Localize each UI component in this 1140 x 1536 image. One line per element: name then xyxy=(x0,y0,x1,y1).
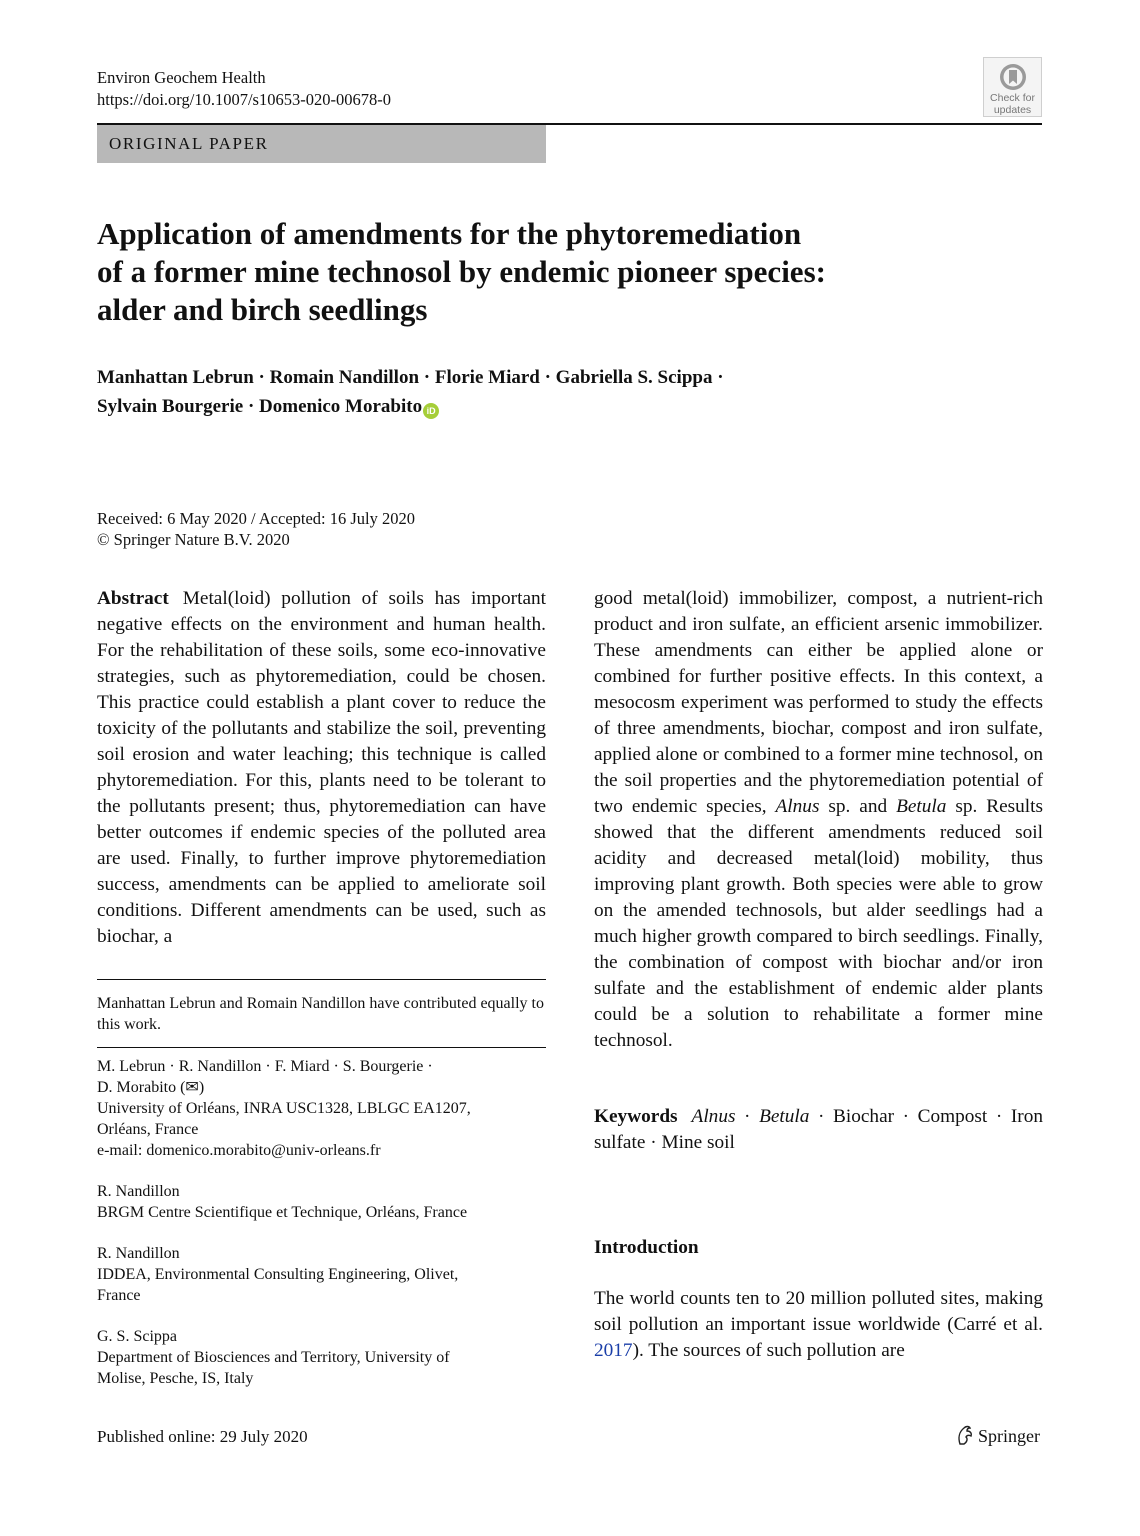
article-title xyxy=(97,215,997,329)
abstract-text: good metal(loid) immobilizer, compost, a nutrient-rich product and iron sulfate, an efficient arsenic immobilizer. These amendments can either be applied alone or combined for further positive effects. In this context, a mesocosm experiment was performed to study the effects of three amendments, biochar, compost and iron sulfate, applied alone or combined to a former mine technosol, on the soil properties and the phytoremediation potential of two endemic species, xyxy=(594,588,1043,817)
check-for-updates-badge[interactable] xyxy=(983,57,1042,117)
article-dates xyxy=(97,508,415,550)
abstract-right-column xyxy=(594,586,1043,1054)
affiliation-line: BRGM Centre Scientifique et Technique, Orléans, France xyxy=(97,1204,468,1221)
section-heading: Introduction xyxy=(594,1237,699,1258)
copyright: © Springer Nature B.V. 2020 xyxy=(97,530,290,549)
journal-name: Environ Geochem Health xyxy=(97,68,266,87)
paper-type-banner: ORIGINAL PAPER xyxy=(97,125,546,163)
affiliation-line: France xyxy=(97,1287,141,1304)
abstract-text: sp. and xyxy=(828,796,888,817)
affiliation-line: R. Nandillon xyxy=(97,1183,180,1200)
affiliation-block xyxy=(97,1243,546,1306)
author-line: Manhattan Lebrun · Romain Nandillon · Florie Miard · Gabriella S. Scippa · xyxy=(97,367,724,388)
email-link[interactable]: e-mail: domenico.morabito@univ-orleans.fr xyxy=(97,1142,381,1159)
keyword-list: · Biochar · Compost · Iron sulfate · Mine soil xyxy=(594,1106,1043,1153)
abstract-text: Metal(loid) pollution of soils has important negative effects on the environment and human health. For the rehabilitation of these soils, some eco-innovative strategies, such as phytoremediation, could be chosen. This practice could establish a plant cover to reduce the toxicity of the pollutants and stabilize the soil, preventing soil erosion and water leaching; this technique is called phytoremediation. For this, plants need to be tolerant to the pollutants present; thus, phytoremediation can have better outcomes if endemic species of the polluted area are used. Finally, to further improve phytoremediation success, amendments can be applied to ameliorate soil conditions. Different amendments can be used, such as biochar, a xyxy=(97,588,546,947)
author-line xyxy=(97,392,997,421)
check-label-2: updates xyxy=(993,103,1032,116)
citation-link[interactable]: 2017 xyxy=(594,1340,633,1361)
species-name: Betula xyxy=(896,796,947,817)
received-accepted: Received: 6 May 2020 / Accepted: 16 July 2020 xyxy=(97,509,416,528)
publisher-logo xyxy=(955,1424,1040,1448)
author-list xyxy=(97,363,997,421)
footnote-rule xyxy=(97,979,546,980)
affiliation-block xyxy=(97,1326,546,1389)
affiliation-line: R. Nandillon xyxy=(97,1245,180,1262)
title-line: alder and birch seedlings xyxy=(97,292,428,327)
publisher-name: Springer xyxy=(978,1426,1040,1446)
author-line-text: Sylvain Bourgerie · Domenico Morabito xyxy=(97,396,423,417)
keywords: Keywords Alnus · Betula · Biochar · Compost · Iron sulfate · Mine soil xyxy=(594,1106,1043,1153)
species-name: Alnus xyxy=(775,796,820,817)
affiliation-line: D. Morabito (✉) xyxy=(97,1079,205,1096)
affiliation-line: Department of Biosciences and Territory, University of xyxy=(97,1349,450,1366)
abstract-label: Abstract xyxy=(97,588,169,609)
introduction-text xyxy=(594,1286,1043,1364)
springer-horse-icon xyxy=(955,1424,975,1446)
affiliation-line: University of Orléans, INRA USC1328, LBLGC EA1207, xyxy=(97,1100,471,1117)
keyword: Betula xyxy=(759,1106,810,1127)
keyword: Alnus xyxy=(691,1106,736,1127)
title-line: Application of amendments for the phytoremediation xyxy=(97,216,802,251)
affiliation-line: IDDEA, Environmental Consulting Engineering, Olivet, xyxy=(97,1266,459,1283)
orcid-icon[interactable]: iD xyxy=(423,403,439,419)
affiliation-line: G. S. Scippa xyxy=(97,1328,177,1345)
affiliation-line: Orléans, France xyxy=(97,1121,199,1138)
equal-contribution-note: Manhattan Lebrun and Romain Nandillon have contributed equally to this work. xyxy=(97,995,544,1033)
affiliation-block xyxy=(97,1056,546,1161)
affiliation-block xyxy=(97,1181,546,1223)
bookmark-circle-icon xyxy=(998,62,1028,92)
affiliation-line: M. Lebrun · R. Nandillon · F. Miard · S. Bourgerie · xyxy=(97,1058,433,1075)
title-line: of a former mine technosol by endemic pioneer species: xyxy=(97,254,826,289)
body-text: ). The sources of such pollution are xyxy=(632,1340,905,1361)
abstract-left-column xyxy=(97,586,546,950)
check-label-1: Check for xyxy=(990,92,1035,104)
doi-link[interactable]: https://doi.org/10.1007/s10653-020-00678-0 xyxy=(97,90,391,109)
affiliation-rule xyxy=(97,1047,546,1048)
published-date: Published online: 29 July 2020 xyxy=(97,1427,308,1446)
keywords-label: Keywords xyxy=(594,1106,678,1127)
journal-info xyxy=(97,67,391,111)
abstract-text: sp. Results showed that the different amendments reduced soil acidity and decreased metal(loid) mobility, thus improving plant growth. Both species were able to grow on the amended technosols, but alder seedlings had a much higher growth compared to birch seedlings. Finally, the combination of compost with biochar and/or iron sulfate and the establishment of endemic alder plants could be a solution to rehabilitate a former mine technosol. xyxy=(594,796,1044,1051)
affiliation-line: Molise, Pesche, IS, Italy xyxy=(97,1370,254,1387)
body-text: The world counts ten to 20 million polluted sites, making soil pollution an important issue worldwide (Carré et al. xyxy=(594,1288,1043,1335)
